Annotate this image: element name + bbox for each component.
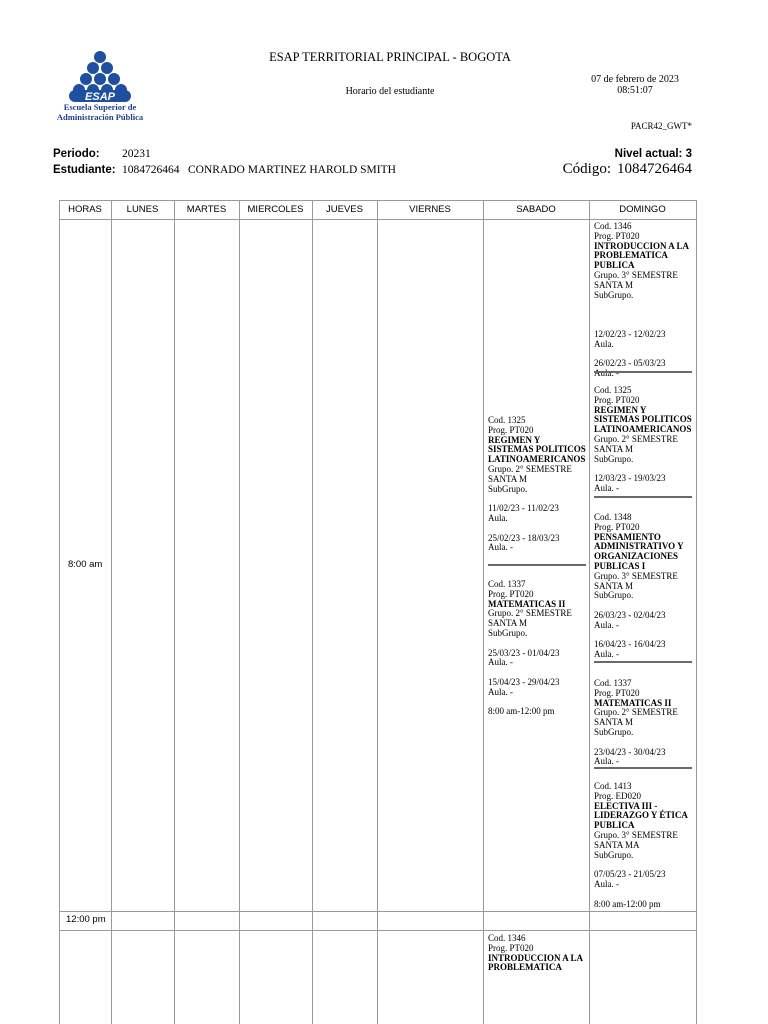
- course-title: ELECTIVA III -: [594, 800, 658, 811]
- course-aula: Aula.: [594, 338, 614, 349]
- document-time: 08:51:07: [617, 85, 653, 96]
- course-group: SANTA M: [594, 717, 634, 728]
- student-name: CONRADO MARTINEZ HAROLD SMITH: [188, 164, 396, 176]
- grid-hline: [59, 930, 697, 931]
- spacer: [594, 310, 689, 320]
- course-block: [594, 386, 692, 494]
- course-subgroup: SubGrupo.: [488, 627, 528, 638]
- student-code: [500, 161, 692, 178]
- course-group: Grupo. 2° SEMESTRE: [594, 707, 678, 718]
- grid-vline: [483, 200, 484, 1024]
- course-dates: 11/02/23 - 11/02/23: [488, 503, 559, 514]
- course-group: Grupo. 3° SEMESTRE: [594, 829, 678, 840]
- grid-hline: [59, 200, 697, 201]
- block-separator: [594, 371, 692, 373]
- document-date: 07 de febrero de 2023: [591, 74, 679, 85]
- course-dates: 15/04/23 - 29/04/23: [488, 676, 560, 687]
- course-group: Grupo. 2° SEMESTRE: [488, 608, 572, 619]
- course-block: [594, 513, 684, 660]
- block-separator: [594, 661, 692, 663]
- grid-hline: [59, 911, 697, 912]
- course-aula: Aula. -: [594, 878, 619, 889]
- column-header-martes: MARTES: [186, 204, 227, 215]
- column-header-jueves: JUEVES: [326, 204, 363, 215]
- course-code: Cod. 1346: [594, 221, 632, 231]
- course-aula: Aula.: [488, 512, 508, 523]
- course-aula: Aula. -: [594, 619, 619, 630]
- block-separator: [488, 564, 586, 566]
- course-group: Grupo. 3° SEMESTRE: [594, 570, 678, 581]
- column-header-horas: HORAS: [68, 204, 102, 215]
- grid-vline: [377, 200, 378, 1024]
- course-group: SANTA M: [488, 618, 528, 629]
- periodo-label: Periodo:: [53, 148, 100, 160]
- course-block: [488, 580, 572, 717]
- course-block: [488, 416, 586, 553]
- course-block: [488, 934, 583, 973]
- grid-vline: [696, 200, 697, 1024]
- course-aula: Aula. -: [594, 649, 619, 660]
- course-program: Prog. PT020: [594, 394, 640, 405]
- codigo-label: Código:: [562, 161, 611, 177]
- course-group: SANTA MA: [594, 839, 640, 850]
- course-title: REGIMEN Y: [488, 434, 541, 445]
- nivel-value: 3: [685, 148, 692, 160]
- course-dates: 23/04/23 - 30/04/23: [594, 746, 666, 757]
- column-header-lunes: LUNES: [126, 204, 159, 215]
- course-group: SANTA M: [488, 473, 528, 484]
- course-program: Prog. PT020: [594, 230, 640, 241]
- student-id: 1084726464: [122, 164, 180, 176]
- course-dates: 16/04/23 - 16/04/23: [594, 639, 666, 650]
- course-group: Grupo. 3° SEMESTRE: [594, 269, 678, 280]
- course-code: Cod. 1348: [594, 512, 632, 522]
- course-subgroup: SubGrupo.: [594, 849, 634, 860]
- course-aula: Aula. -: [488, 657, 513, 668]
- course-title: PUBLICAS I: [594, 560, 646, 571]
- course-code: Cod. 1346: [488, 933, 526, 943]
- column-header-viernes: VIERNES: [409, 204, 451, 215]
- logo-caption: [45, 102, 155, 122]
- course-program: Prog. PT020: [488, 942, 534, 953]
- course-time: 8:00 am-12:00 pm: [488, 706, 555, 717]
- course-title: MATEMATICAS II: [594, 697, 672, 708]
- course-code: Cod. 1337: [488, 579, 526, 589]
- course-code: Cod. 1325: [488, 415, 526, 425]
- grid-vline: [589, 200, 590, 1024]
- course-dates: 12/02/23 - 12/02/23: [594, 328, 666, 339]
- course-title: ORGANIZACIONES: [594, 551, 679, 562]
- course-aula: Aula. -: [594, 482, 619, 493]
- time-label: 8:00 am: [68, 559, 103, 570]
- spacer: [594, 300, 689, 310]
- course-code: Cod. 1337: [594, 678, 632, 688]
- course-dates: 12/03/23 - 19/03/23: [594, 473, 666, 484]
- course-program: Prog. ED020: [594, 790, 641, 801]
- course-title: PUBLICA: [594, 260, 635, 271]
- course-dates: 25/02/23 - 18/03/23: [488, 532, 560, 543]
- block-separator: [594, 767, 692, 769]
- course-title: ADMINISTRATIVO Y: [594, 541, 684, 552]
- grid-hline: [59, 219, 697, 220]
- grid-vline: [239, 200, 240, 1024]
- course-title: MATEMATICAS II: [488, 598, 566, 609]
- document-datetime: [560, 74, 710, 96]
- course-title: INTRODUCCION A LA: [488, 952, 584, 963]
- institution-name: ESAP TERRITORIAL PRINCIPAL - BOGOTA: [269, 50, 511, 64]
- course-subgroup: SubGrupo.: [594, 590, 634, 601]
- block-separator: [594, 496, 692, 498]
- course-dates: 26/03/23 - 02/04/23: [594, 609, 666, 620]
- course-group: SANTA M: [594, 443, 634, 454]
- course-title: SISTEMAS POLITICOS: [488, 444, 586, 455]
- course-group: SANTA M: [594, 580, 634, 591]
- course-title: PUBLICA: [594, 820, 635, 831]
- grid-vline: [312, 200, 313, 1024]
- course-title: LIDERAZGO Y ÉTICA: [594, 810, 688, 821]
- course-title: PENSAMIENTO: [594, 531, 661, 542]
- grid-vline: [59, 200, 60, 1024]
- grid-vline: [111, 200, 112, 1024]
- course-code: Cod. 1325: [594, 385, 632, 395]
- course-program: Prog. PT020: [594, 687, 640, 698]
- course-program: Prog. PT020: [594, 521, 640, 532]
- course-dates: 25/03/23 - 01/04/23: [488, 647, 560, 658]
- course-block: [594, 782, 688, 909]
- course-dates: 07/05/23 - 21/05/23: [594, 869, 666, 880]
- report-code: PACR42_GWT*: [630, 121, 692, 131]
- document-title: Horario del estudiante: [345, 86, 435, 97]
- logo-line-2: Administración Pública: [56, 112, 144, 122]
- column-header-domingo: DOMINGO: [619, 204, 666, 215]
- nivel-label: Nivel actual:: [614, 148, 683, 160]
- column-header-sabado: SABADO: [516, 204, 556, 215]
- course-title: LATINOAMERICANOS: [594, 424, 692, 435]
- svg-text:ESAP: ESAP: [85, 91, 115, 103]
- course-title: PROBLEMATICA: [594, 250, 668, 261]
- logo-line-1: Escuela Superior de: [63, 102, 137, 112]
- course-group: Grupo. 2° SEMESTRE: [488, 463, 572, 474]
- course-group: SANTA M: [594, 279, 634, 290]
- column-header-miercoles: MIERCOLES: [247, 204, 304, 215]
- course-aula: Aula. -: [488, 542, 513, 553]
- estudiante-label: Estudiante:: [53, 164, 116, 176]
- course-subgroup: SubGrupo.: [594, 453, 634, 464]
- course-aula: Aula. -: [488, 686, 513, 697]
- grid-vline: [174, 200, 175, 1024]
- course-subgroup: SubGrupo.: [594, 726, 634, 737]
- logo-circles-icon: [55, 50, 145, 105]
- course-title: REGIMEN Y: [594, 404, 647, 415]
- course-group: Grupo. 2° SEMESTRE: [594, 433, 678, 444]
- course-block: [594, 222, 689, 379]
- course-aula: Aula. -: [594, 756, 619, 767]
- course-title: SISTEMAS POLITICOS: [594, 414, 692, 425]
- course-code: Cod. 1413: [594, 781, 632, 791]
- course-subgroup: SubGrupo.: [594, 289, 634, 300]
- course-block: [594, 679, 678, 767]
- course-dates: 26/02/23 - 05/03/23: [594, 358, 666, 369]
- course-title: PROBLEMATICA: [488, 962, 562, 973]
- course-program: Prog. PT020: [488, 588, 534, 599]
- course-title: LATINOAMERICANOS: [488, 454, 586, 465]
- periodo-value: 20231: [122, 148, 151, 160]
- codigo-value: 1084726464: [617, 161, 692, 177]
- course-title: INTRODUCCION A LA: [594, 240, 690, 251]
- course-program: Prog. PT020: [488, 424, 534, 435]
- nivel-actual: [560, 148, 692, 160]
- time-label: 12:00 pm: [66, 914, 106, 925]
- course-subgroup: SubGrupo.: [488, 483, 528, 494]
- course-time: 8:00 am-12:00 pm: [594, 898, 661, 909]
